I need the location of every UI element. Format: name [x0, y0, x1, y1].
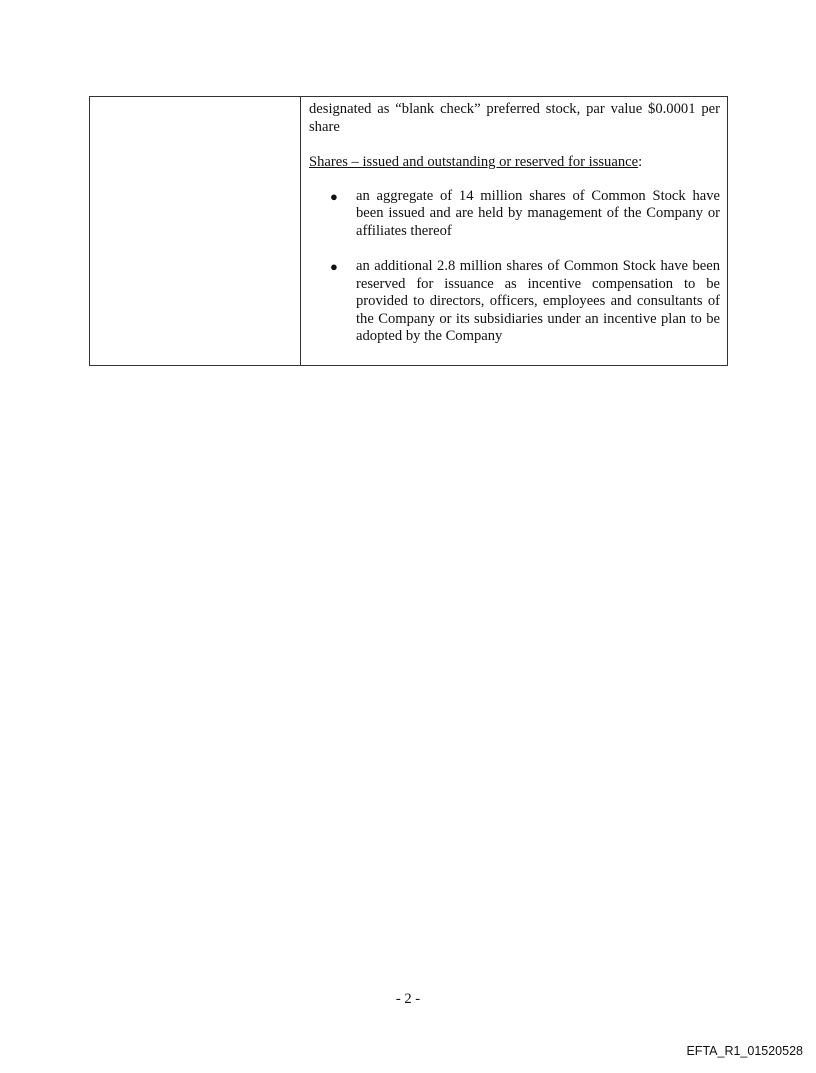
shares-heading-text: Shares – issued and outstanding or reserved for issuance	[309, 154, 639, 170]
page-number: - 2 -	[395, 991, 421, 1007]
preferred-stock-description: designated as “blank check” preferred stock, par value $0.0001 per share	[309, 101, 720, 135]
table-right-cell	[301, 97, 727, 365]
shares-heading-colon: :	[638, 154, 643, 170]
list-item	[309, 258, 720, 346]
list-item	[309, 188, 720, 241]
document-id: EFTA_R1_01520528	[686, 1044, 803, 1058]
shares-bullet-list	[309, 188, 720, 346]
table-left-cell	[90, 97, 301, 365]
bullet-text-common-stock-reserved: an additional 2.8 million shares of Common Stock have been reserved for issuance as incentive compensation to be provided to directors, officers, employees and consultants of the Company or its subsidiaries under an incentive plan to be adopted by the Company	[356, 258, 720, 344]
bullet-text-common-stock-issued: an aggregate of 14 million shares of Common Stock have been issued and are held by management of the Company or affiliates thereof	[356, 187, 720, 239]
bullet-icon: ●	[330, 259, 338, 274]
bullet-icon: ●	[330, 188, 338, 204]
terms-table	[89, 96, 728, 366]
shares-heading	[309, 154, 720, 172]
